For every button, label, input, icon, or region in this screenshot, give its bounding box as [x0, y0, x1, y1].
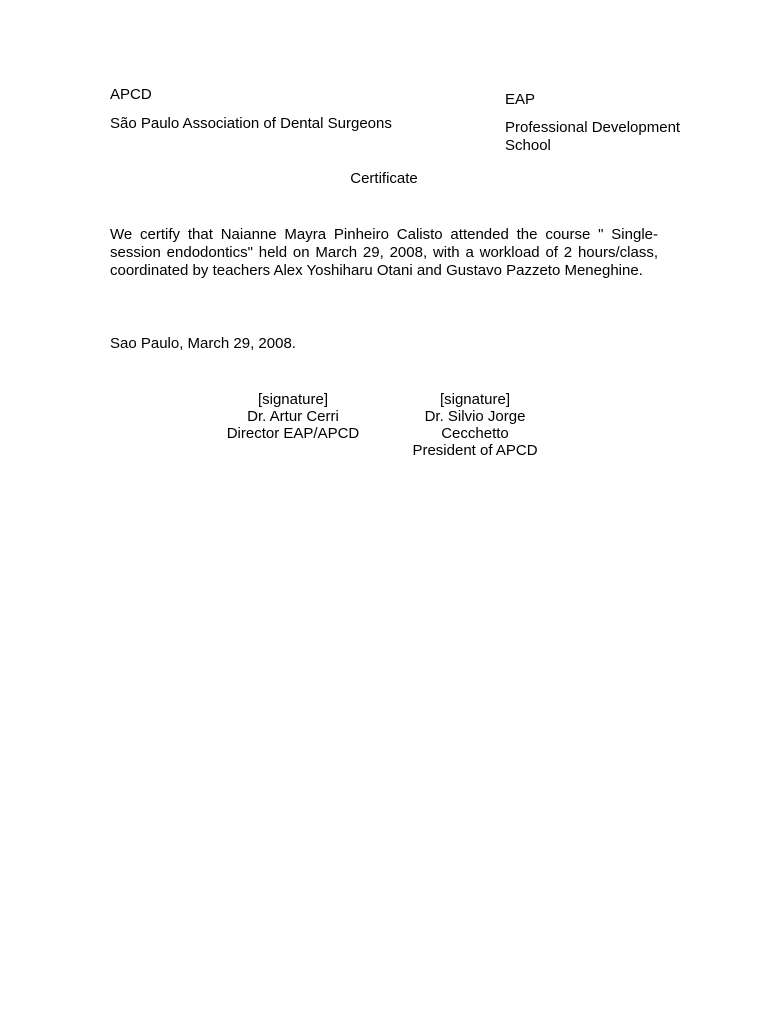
signatory-role: Director EAP/APCD [226, 425, 360, 442]
place-date: Sao Paulo, March 29, 2008. [110, 335, 296, 352]
left-org-abbreviation: APCD [110, 86, 152, 103]
left-org-name: São Paulo Association of Dental Surgeons [110, 115, 392, 132]
certificate-title: Certificate [350, 170, 418, 187]
signature-placeholder: [signature] [257, 391, 329, 408]
signatory-name: Dr. Artur Cerri [247, 408, 339, 425]
signature-block-president [375, 391, 575, 459]
signature-placeholder: [signature] [439, 391, 511, 408]
right-org-abbreviation: EAP [505, 91, 536, 108]
certificate-body: We certify that Naianne Mayra Pinheiro Calisto attended the course " Single-session endodontics" held on March 29, 2008, with a workload of 2 hours/class, coordinated by teachers Alex Yoshiharu Otani and Gustavo Pazzeto Meneghine. [110, 226, 658, 279]
signatory-name-line1: Dr. Silvio Jorge [424, 408, 526, 425]
right-org-name: Professional Development School [505, 119, 681, 154]
signature-block-director [193, 391, 393, 442]
signatory-name-line2: Cecchetto [441, 425, 509, 442]
signatory-role: President of APCD [412, 442, 538, 459]
